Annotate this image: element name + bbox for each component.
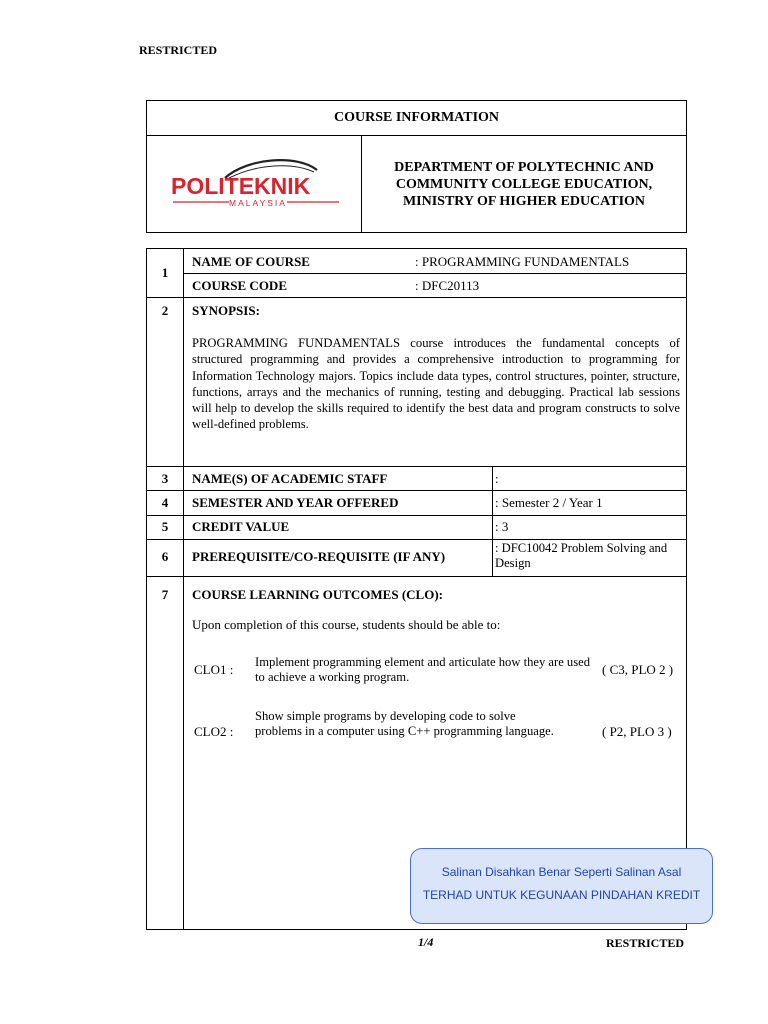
clo-id: CLO1 :: [194, 662, 234, 677]
semester-label: SEMESTER AND YEAR OFFERED: [192, 495, 399, 510]
academic-staff-value: :: [495, 471, 499, 486]
page-title: COURSE INFORMATION: [147, 101, 686, 136]
clo-intro: Upon completion of this course, students should be able to:: [192, 617, 501, 632]
department-name: DEPARTMENT OF POLYTECHNIC AND COMMUNITY COLLEGE EDUCATION, MINISTRY OF HIGHER EDUCATION: [394, 160, 654, 209]
row-number: 6: [161, 549, 169, 564]
academic-staff-label: NAME(S) OF ACADEMIC STAFF: [192, 471, 388, 486]
stamp-line-1: Salinan Disahkan Benar Seperti Salinan Asal: [441, 865, 682, 879]
prerequisite-label: PREREQUISITE/CO-REQUISITE (IF ANY): [192, 549, 446, 564]
page-number: 1/4: [418, 935, 434, 949]
logo-subtitle: MALAYSIA: [229, 198, 287, 208]
logo-wordmark: POLITEKNIK: [171, 173, 311, 199]
semester-value: : Semester 2 / Year 1: [495, 495, 603, 510]
row-number: 2: [161, 303, 169, 318]
course-code-label: COURSE CODE: [192, 278, 287, 293]
course-info-header: [146, 100, 687, 233]
row-number: 3: [161, 471, 169, 486]
logo-cell: [147, 136, 362, 233]
clo-text: Show simple programs by developing code to solve problems in a computer using C++ programming language.: [255, 709, 554, 738]
credit-value: : 3: [495, 519, 509, 534]
stamp-line-2: TERHAD UNTUK KEGUNAAN PINDAHAN KREDIT: [422, 888, 701, 902]
certification-stamp: [410, 848, 713, 924]
course-name-label: NAME OF COURSE: [192, 254, 310, 269]
synopsis-label: SYNOPSIS:: [192, 303, 260, 318]
course-info-table: [146, 248, 687, 930]
restricted-label-top: RESTRICTED: [139, 43, 218, 57]
restricted-label-bottom: RESTRICTED: [606, 936, 685, 950]
clo-label: COURSE LEARNING OUTCOMES (CLO):: [192, 587, 443, 602]
synopsis-text: PROGRAMMING FUNDAMENTALS course introduces the fundamental concepts of structured programming and provides a comprehensive introduction to programming for Information Technology majors. Topics include data types, control structures, pointer, structure, functions, arrays and the mechanics of running, testing and debugging. Practical lab sessions will help to develop the skills required to identify the best data and program constructs to solve well-defined problems.: [192, 336, 680, 432]
row-number: 1: [161, 265, 169, 280]
course-code-value: : DFC20113: [415, 278, 480, 293]
clo-plo-tag: ( P2, PLO 3 ): [602, 724, 672, 739]
course-name-value: : PROGRAMMING FUNDAMENTALS: [415, 254, 630, 269]
clo-text: Implement programming element and articulate how they are used to achieve a working program.: [255, 655, 591, 684]
politeknik-logo: [167, 156, 347, 216]
prerequisite-value: : DFC10042 Problem Solving and Design: [495, 541, 668, 570]
row-number: 7: [161, 587, 169, 602]
clo-plo-tag: ( C3, PLO 2 ): [602, 662, 674, 677]
row-number: 5: [161, 519, 169, 534]
clo-id: CLO2 :: [194, 724, 234, 739]
row-number: 4: [161, 495, 169, 510]
credit-value-label: CREDIT VALUE: [192, 519, 290, 534]
